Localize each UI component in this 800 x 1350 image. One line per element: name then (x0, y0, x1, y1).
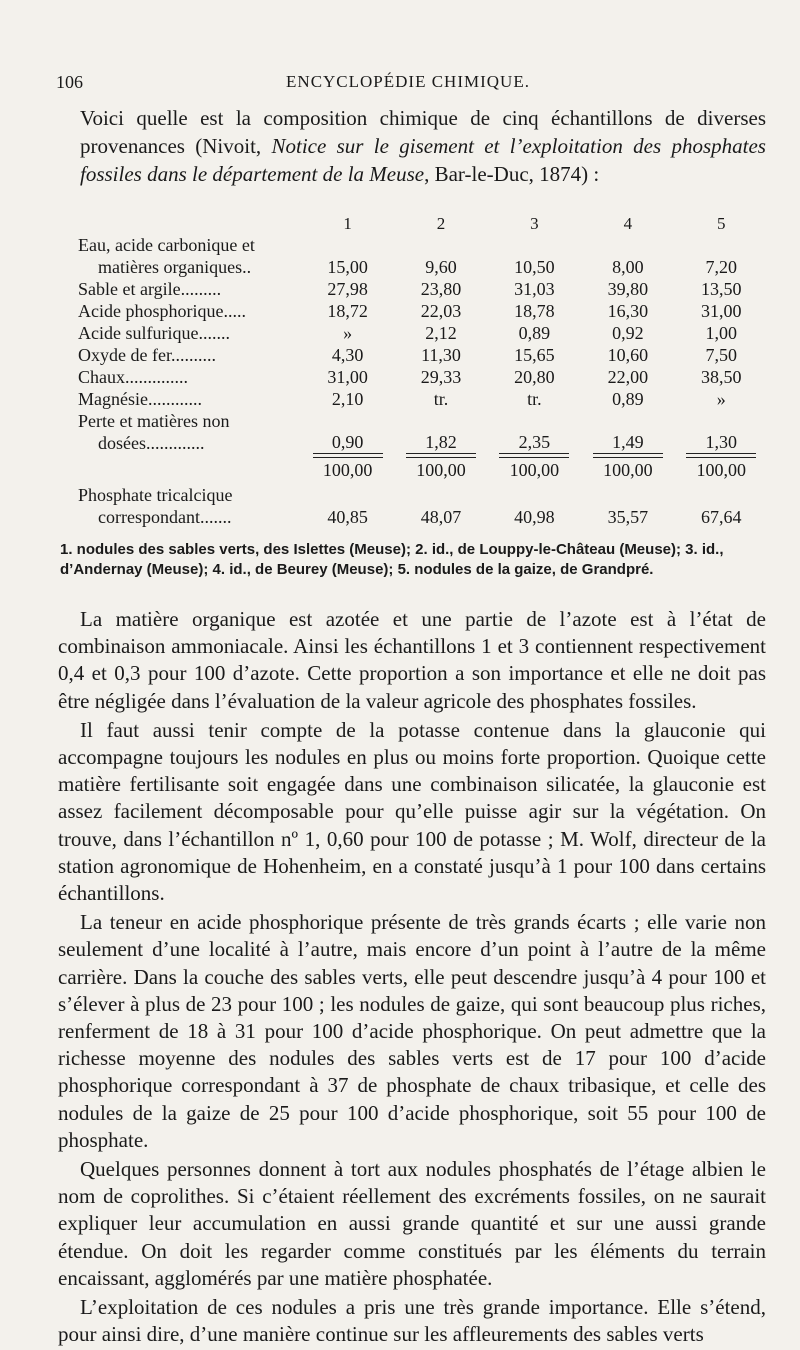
row-label: Sable et argile......... (78, 279, 222, 299)
table-cell: 4,30 (331, 345, 364, 365)
table-row (78, 410, 768, 432)
table-cell: 38,50 (701, 367, 742, 387)
table-row (78, 234, 768, 256)
row-label: Oxyde de fer.......... (78, 345, 216, 365)
paragraph: L’exploitation de ces nodules a pris une très grande importance. Elle s’étend, pour ainsi dire, d’une manière continue sur les affleurements des sables verts (58, 1295, 766, 1347)
table-cell: 11,30 (421, 345, 461, 365)
table-cell: » (716, 389, 726, 409)
column-header: 2 (436, 214, 446, 233)
total-cell: 100,00 (593, 457, 663, 481)
table-cell: 0,89 (518, 323, 551, 343)
table-cell: tr. (433, 389, 449, 409)
table-cell: 2,12 (425, 323, 457, 343)
table-cell: 7,50 (705, 345, 738, 365)
row-label: correspondant....... (98, 507, 232, 527)
table-cell: 22,03 (420, 301, 462, 321)
table-row (78, 388, 768, 410)
table-cell: 48,07 (420, 507, 462, 527)
row-label: Magnésie............ (78, 389, 202, 409)
total-cell: 100,00 (686, 457, 756, 481)
body-text (58, 606, 766, 1350)
table-cell: 1,00 (705, 323, 738, 343)
table-row (78, 300, 768, 322)
table-cell: 16,30 (607, 301, 649, 321)
table-cell: 39,80 (607, 279, 649, 299)
row-label: Eau, acide carbonique et (78, 235, 255, 255)
table-cell: 2,10 (331, 389, 364, 409)
column-header: 5 (717, 214, 726, 233)
table-cell: 15,00 (327, 257, 368, 277)
table-cell: 1,30 (686, 432, 756, 454)
table-cell: » (343, 323, 353, 343)
table-cell: 2,35 (499, 432, 569, 454)
page-number: 106 (56, 72, 83, 92)
table-cell: 31,00 (701, 301, 742, 321)
running-title: ENCYCLOPÉDIE CHIMIQUE. (286, 72, 530, 91)
table-cell: 7,20 (705, 257, 738, 277)
row-label: Chaux.............. (78, 367, 188, 387)
composition-table (78, 212, 768, 528)
table-footnote (60, 540, 780, 580)
table-cell: 67,64 (701, 507, 742, 527)
table-cell: 10,60 (607, 345, 649, 365)
footnote-text: 1. nodules des sables verts, des Islettes (Meuse); 2. id., de Louppy-le-Château (Meuse); 3. id., d’Andernay (Meuse); 4. id., de Beurey (Meuse); 5. nodules de la gaize, de Grandpré. (60, 541, 724, 578)
column-header: 1 (343, 214, 352, 233)
totals-row (78, 454, 768, 484)
table-row (78, 432, 768, 454)
total-cell: 100,00 (499, 457, 569, 481)
table-cell: 35,57 (607, 507, 649, 527)
table-cell: 31,03 (514, 279, 555, 299)
table-cell: 0,89 (612, 389, 644, 409)
row-label: Acide phosphorique..... (78, 301, 246, 321)
table-row (78, 484, 768, 506)
table-column-headers (78, 212, 768, 234)
intro-text-before: Voici quelle est la composition chimique de cinq échantillons de diverses provenances (Nivoit, (80, 106, 766, 158)
column-header: 3 (530, 214, 539, 233)
table-row (78, 506, 768, 528)
table-cell: 40,85 (327, 507, 368, 527)
intro-text-after: , Bar-le-Duc, 1874) : (424, 162, 600, 186)
table-cell: 20,80 (514, 367, 555, 387)
table-cell: 22,00 (607, 367, 649, 387)
row-label: Acide sulfurique....... (78, 323, 230, 343)
table-cell: 18,72 (327, 301, 368, 321)
paragraph: Il faut aussi tenir compte de la potasse contenue dans la glauconie qui accompagne toujours les nodules en plus ou moins forte proportion. Quoique cette matière fertilisante soit engagée dans une combinaison silicatée, la glauconie est assez facilement décomposable pour qu’elle puisse agir sur la végétation. On trouve, dans l’échantillon nº 1, 0,60 pour 100 de potasse ; M. Wolf, directeur de la station agronomique de Hohenheim, en a constaté jusqu’à 1 pour 100 dans certains échantillons. (58, 717, 766, 906)
table-cell: 23,80 (420, 279, 462, 299)
table-cell: 40,98 (514, 507, 555, 527)
table-row (78, 344, 768, 366)
table-cell: 29,33 (420, 367, 462, 387)
table-cell: 0,90 (313, 432, 383, 454)
table-row (78, 278, 768, 300)
table-cell: 18,78 (514, 301, 555, 321)
row-label: dosées............. (98, 433, 205, 453)
paragraph: La teneur en acide phosphorique présente de très grands écarts ; elle varie non seulement d’une localité à l’autre, mais encore d’un point à l’autre de la même carrière. Dans la couche des sables verts, elle peut descendre jusqu’à 4 pour 100 et s’élever à plus de 23 pour 100 ; les nodules de gaize, qui sont beaucoup plus riches, renferment de 18 à 31 pour 100 d’acide phosphorique. On peut admettre que la richesse moyenne des nodules des sables verts est de 17 pour 100 d’acide phosphorique correspondant à 37 de phosphate de chaux tribasique, et celle des nodules de la gaize de 25 pour 100 d’acide phosphorique, soit 55 pour 100 de phosphate. (58, 910, 766, 1152)
table-cell: 15,65 (514, 345, 555, 365)
table-row (78, 366, 768, 388)
paragraph: La matière organique est azotée et une partie de l’azote est à l’état de combinaison ammoniacale. Ainsi les échantillons 1 et 3 contiennent respectivement 0,4 et 0,3 pour 100 d’azote. Cette proportion a son importance et elle ne doit pas être négligée dans l’évaluation de la valeur agricole des phosphates fossiles. (58, 607, 766, 713)
page-header (56, 72, 760, 98)
table-cell: 1,82 (406, 432, 476, 454)
row-label: Phosphate tricalcique (78, 485, 233, 505)
paragraph: Quelques personnes donnent à tort aux nodules phosphatés de l’étage albien le nom de coprolithes. Si c’étaient réellement des excréments fossiles, on ne saurait expliquer leur accumulation en aussi grande quantité et sur une aussi grande étendue. On doit les regarder comme constitués par les éléments du terrain encaissant, agglomérés par une matière phosphatée. (58, 1157, 766, 1290)
table-cell: 31,00 (327, 367, 368, 387)
total-cell: 100,00 (406, 457, 476, 481)
table-cell: 13,50 (701, 279, 742, 299)
table-row (78, 256, 768, 278)
table-cell: tr. (527, 389, 542, 409)
table-cell: 8,00 (612, 257, 644, 277)
row-label: Perte et matières non (78, 411, 230, 431)
table-cell: 10,50 (514, 257, 555, 277)
column-header: 4 (623, 214, 633, 233)
table-cell: 0,92 (612, 323, 644, 343)
table-cell: 9,60 (425, 257, 457, 277)
table-cell: 1,49 (593, 432, 663, 454)
intro-italic-title: Notice sur le gisement et l’exploitation des phosphates fossiles dans le département de la Meuse (80, 134, 766, 186)
row-label: matières organiques.. (98, 257, 252, 277)
total-cell: 100,00 (313, 457, 383, 481)
table-cell: 27,98 (327, 279, 368, 299)
table-row (78, 322, 768, 344)
intro-paragraph (80, 104, 766, 188)
